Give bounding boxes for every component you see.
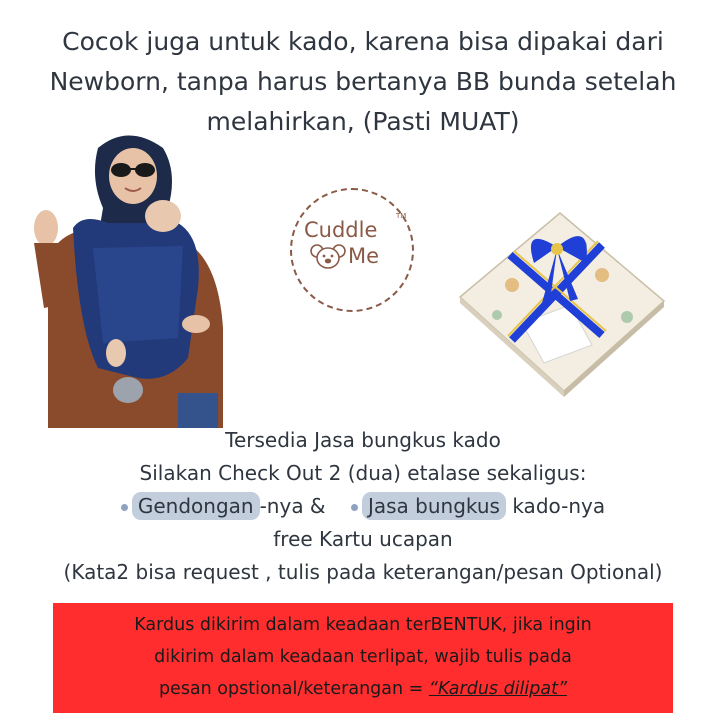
headline [0,22,726,142]
info-line-1: Tersedia Jasa bungkus kado [225,428,501,452]
notice-line-1: Kardus dikirim dalam keadaan terBENTUK, jika ingin [134,615,592,635]
gendongan-highlight: Gendongan [132,492,260,520]
headline-line-1: Cocok juga untuk kado, karena bisa dipakai dari [62,27,664,56]
info-line-3 [0,490,726,523]
shipping-notice [53,603,673,713]
item2-rest: kado-nya [505,494,606,518]
item1-rest: -nya & [259,494,326,518]
headline-line-2: Newborn, tanpa harus bertanya BB bunda setelah [49,67,677,96]
koala-icon [310,242,346,272]
jasa-bungkus-highlight: Jasa bungkus [362,492,506,520]
headline-line-3: melahirkan, (Pasti MUAT) [206,107,520,136]
dot-icon [351,504,358,511]
info-line-4: free Kartu ucapan [273,527,453,551]
kardus-dilipat-text: “Kardus dilipat” [428,679,568,699]
logo-trademark: TM [396,212,407,220]
notice-line-3 [59,673,667,705]
notice-line-3-prefix: pesan opstional/keterangan = [158,679,429,699]
dot-icon [121,504,128,511]
gift-box-image [452,205,674,397]
info-line-5: (Kata2 bisa request , tulis pada keterangan/pesan Optional) [63,560,663,584]
mother-with-baby-carrier-image [28,128,238,428]
info-block [0,424,726,589]
logo-text-line-1: Cuddle [304,218,378,242]
cuddle-me-logo [290,188,414,312]
notice-line-2: dikirim dalam keadaan terlipat, wajib tulis pada [154,647,572,667]
logo-text-line-2: Me [348,244,380,268]
info-line-2: Silakan Check Out 2 (dua) etalase sekaligus: [139,461,587,485]
